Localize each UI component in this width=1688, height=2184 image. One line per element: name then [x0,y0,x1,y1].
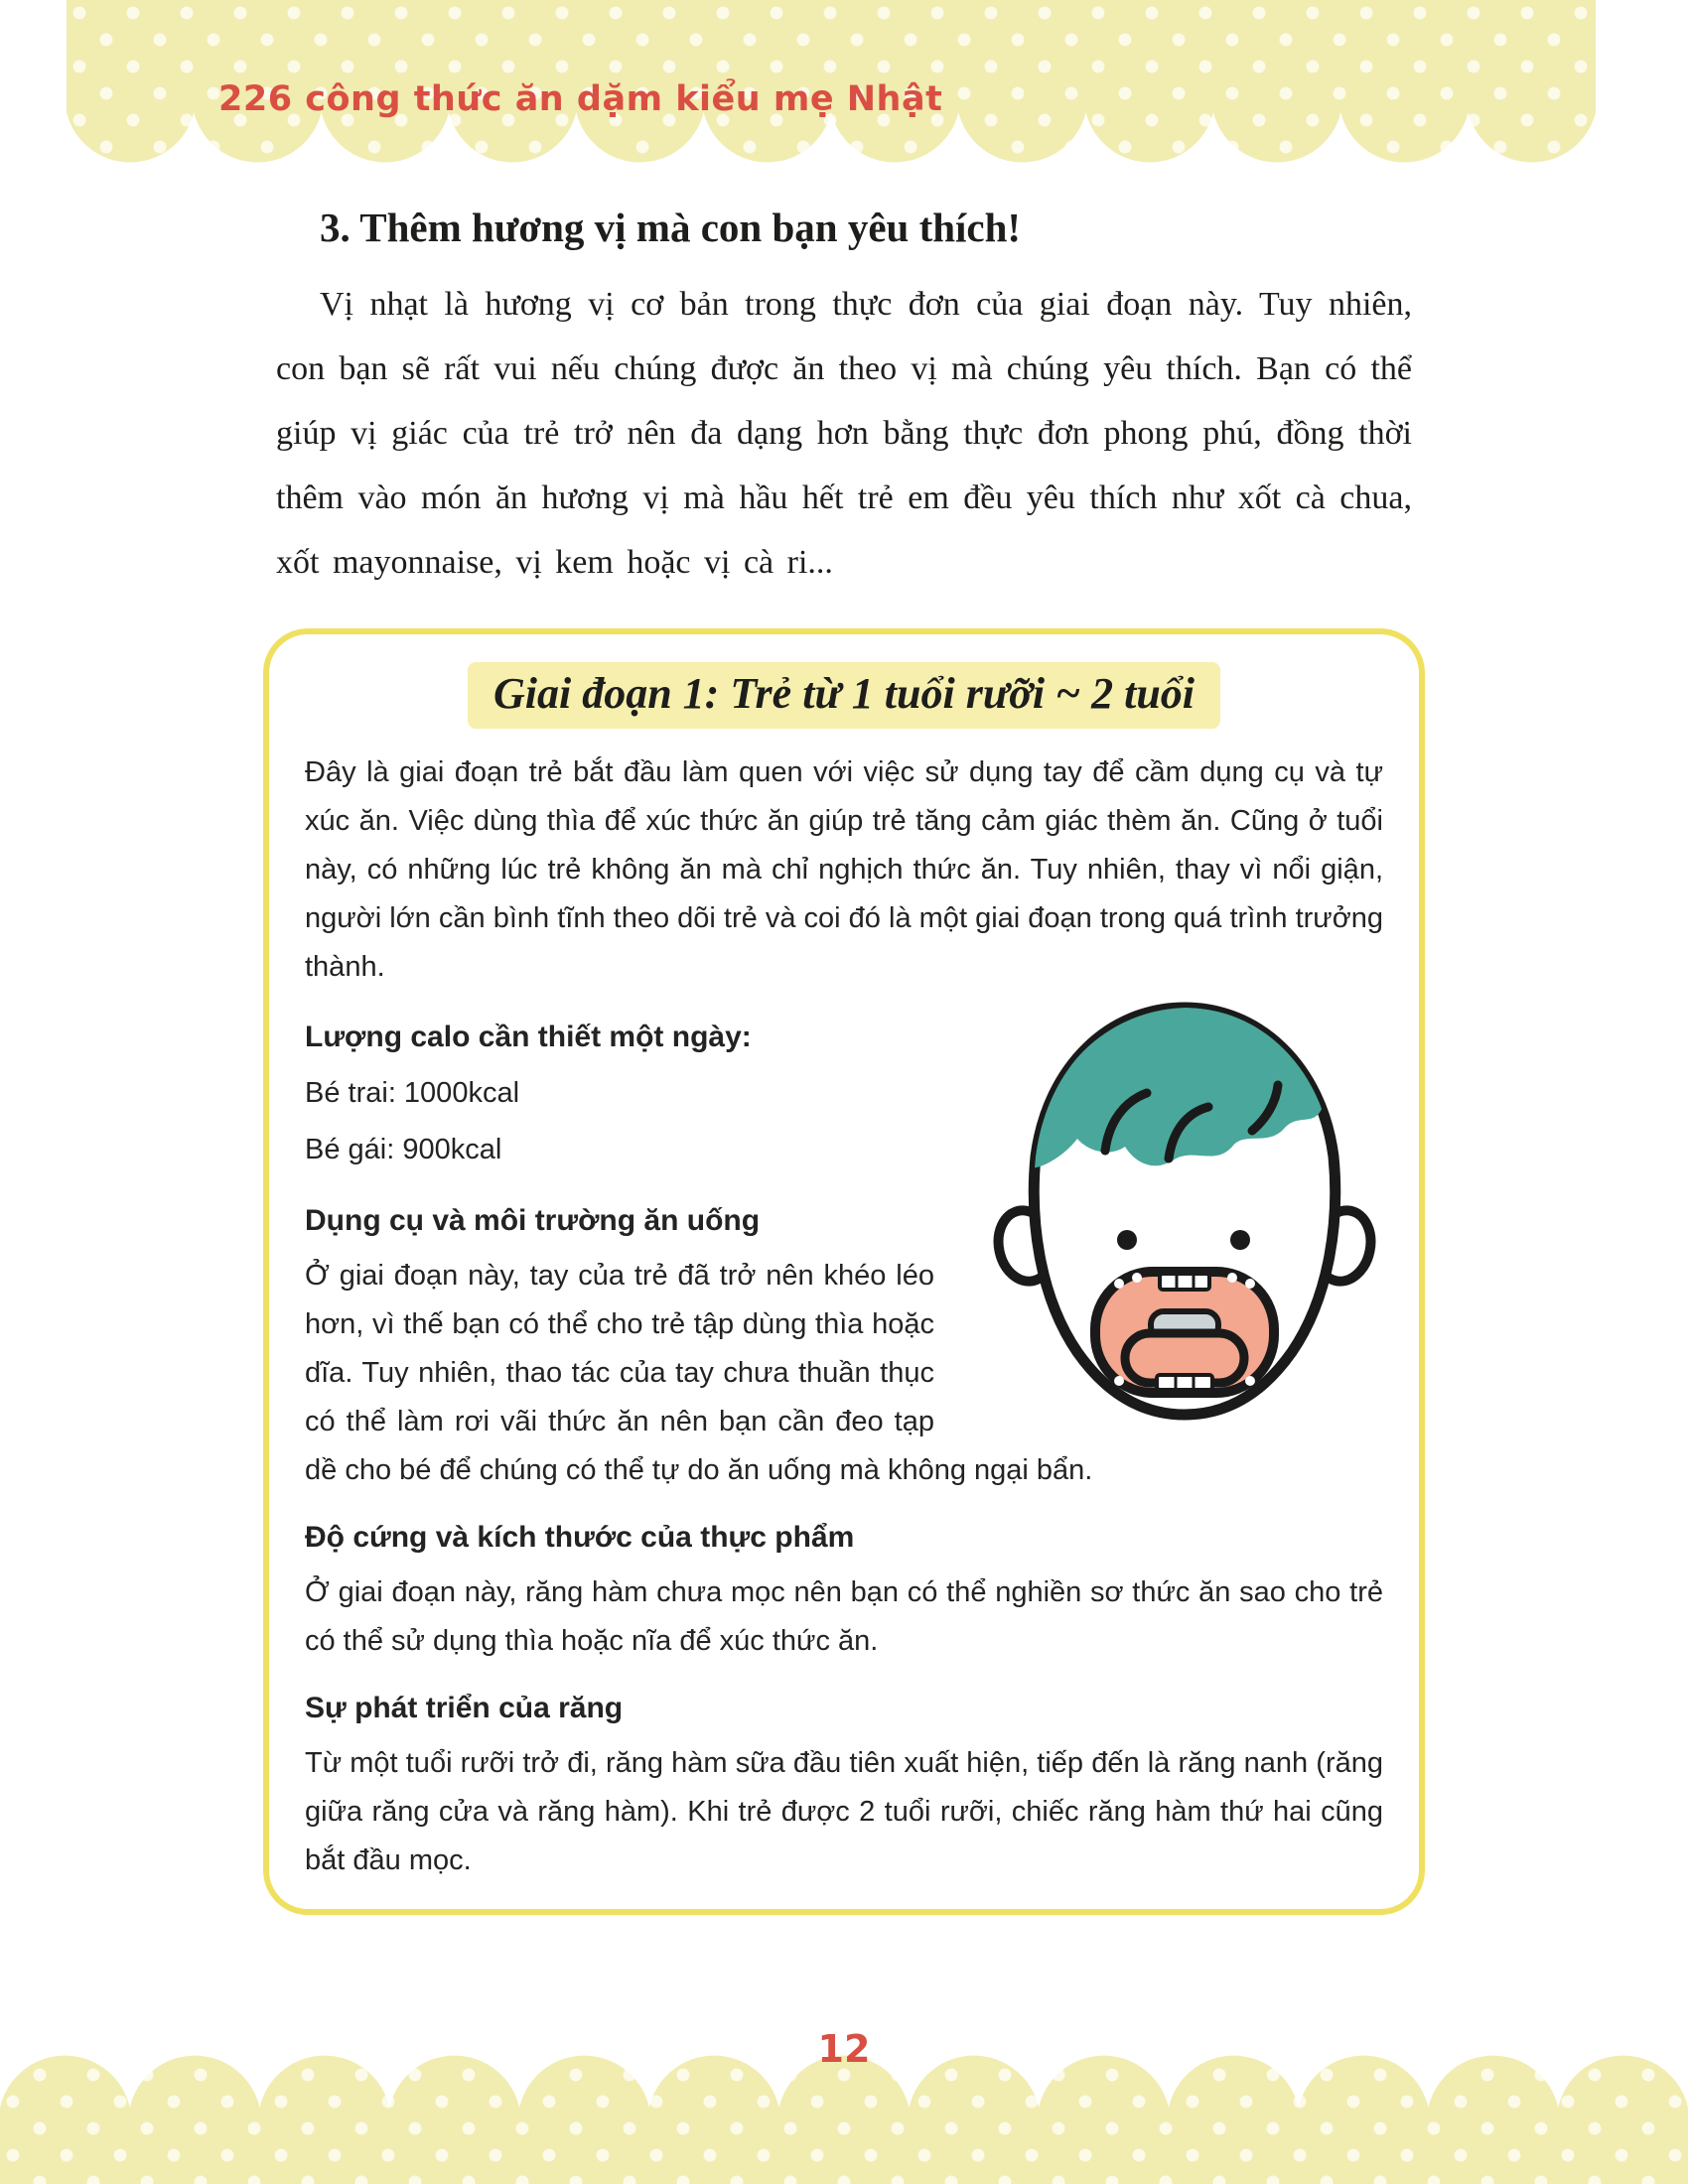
page-content [276,197,1412,1915]
baby-eye-left [1117,1230,1137,1250]
stage-title [305,662,1383,729]
page-number: 12 [817,2027,871,2071]
subsection-heading-utensils: Dụng cụ và môi trường ăn uống [305,1204,761,1237]
stage-box [263,628,1425,1915]
subsection-body-utensils: Ở giai đoạn này, tay của trẻ đã trở nên khéo léo hơn, vì thế bạn có thể cho trẻ tập dùng thìa hoặc dĩa. Tuy nhiên, thao tác của tay chưa thuần thục có thể làm rơi vãi thức ăn nên bạn cần đeo tạp dề cho bé để chúng có thể tự do ăn uống mà không ngại bẩn. [305,1260,1093,1486]
stage-intro-paragraph: Đây là giai đoạn trẻ bắt đầu làm quen với việc sử dụng tay để cầm dụng cụ và tự xúc ăn. Việc dùng thìa để xúc thức ăn giúp trẻ tăng cảm giác thèm ăn. Cũng ở tuổi này, có những lúc trẻ không ăn mà chỉ nghịch thức ăn. Tuy nhiên, thay vì nổi giận, người lớn cần bình tĩnh theo dõi trẻ và coi đó là một giai đoạn trong quá trình trưởng thành. [305,756,1383,983]
stage-title-text: Giai đoạn 1: Trẻ từ 1 tuổi rưỡi ~ 2 tuổi [468,662,1220,729]
calories-heading: Lượng calo cần thiết một ngày: [305,1021,752,1053]
calories-boy: Bé trai: 1000kcal [305,1077,520,1109]
calories-girl: Bé gái: 900kcal [305,1134,502,1165]
intro-paragraph: Vị nhạt là hương vị cơ bản trong thực đơn của giai đoạn này. Tuy nhiên, con bạn sẽ rất vui nếu chúng được ăn theo vị mà chúng yêu thích. Bạn có thể giúp vị giác của trẻ trở nên đa dạng hơn bằng thực đơn phong phú, đồng thời thêm vào món ăn hương vị mà hầu hết trẻ em đều yêu thích như xốt cà chua, xốt mayonnaise, vị kem hoặc vị cà ri... [276,286,1412,581]
baby-eye-right [1230,1230,1250,1250]
subsection-heading-teeth: Sự phát triển của răng [305,1692,624,1724]
subsection-heading-food-texture: Độ cứng và kích thước của thực phẩm [305,1521,855,1554]
baby-mouth [1095,1272,1274,1393]
baby-face-illustration [956,980,1383,1422]
section-heading: 3. Thêm hương vị mà con bạn yêu thích! [320,205,1022,250]
baby-face-icon [986,980,1383,1422]
book-title: 226 công thức ăn dặm kiểu mẹ Nhật [218,79,943,119]
subsection-body-teeth: Từ một tuổi rưỡi trở đi, răng hàm sữa đầu tiên xuất hiện, tiếp đến là răng nanh (răng giữa răng cửa và răng hàm). Khi trẻ được 2 tuổi rưỡi, chiếc răng hàm thứ hai cũng bắt đầu mọc. [305,1747,1383,1876]
subsection-body-food-texture: Ở giai đoạn này, răng hàm chưa mọc nên bạn có thể nghiền sơ thức ăn sao cho trẻ có thể sử dụng thìa hoặc nĩa để xúc thức ăn. [305,1576,1383,1657]
